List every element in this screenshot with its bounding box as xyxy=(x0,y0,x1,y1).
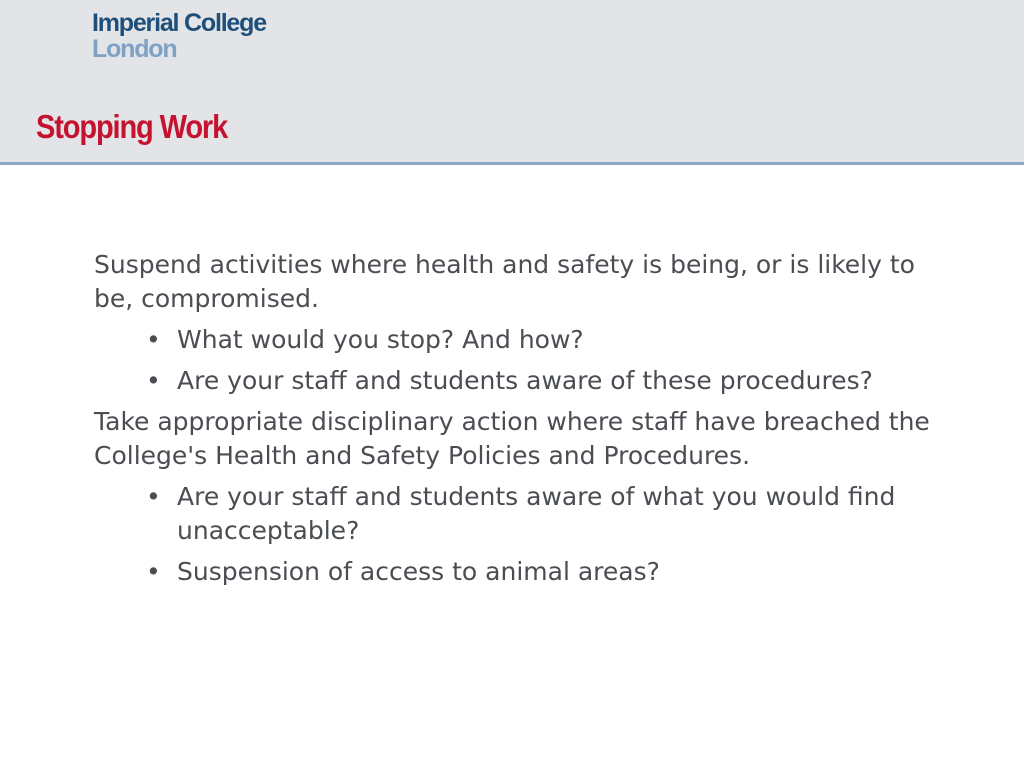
bullet-item xyxy=(94,480,954,548)
logo-line-2: London xyxy=(92,35,177,63)
bullet-item xyxy=(94,364,954,398)
bullet-text: Are your staff and students aware of these procedures? xyxy=(177,366,873,395)
bullet-dot-icon: • xyxy=(146,325,161,354)
bullet-dot-icon: • xyxy=(146,482,161,511)
bullet-list-1 xyxy=(94,323,954,398)
slide-title: Stopping Work xyxy=(36,108,228,145)
bullet-item xyxy=(94,323,954,357)
bullet-dot-icon: • xyxy=(146,366,161,395)
body-paragraph-2: Take appropriate disciplinary action where staff have breached the College's Health and Safety Policies and Procedures. xyxy=(94,407,930,470)
bullet-text: Suspension of access to animal areas? xyxy=(177,557,660,586)
slide-header xyxy=(0,0,1024,165)
bullet-item xyxy=(94,555,954,589)
bullet-dot-icon: • xyxy=(146,557,161,586)
bullet-text: What would you stop? And how? xyxy=(177,325,584,354)
slide-body xyxy=(94,248,954,596)
imperial-college-logo xyxy=(92,10,266,62)
body-paragraph-1: Suspend activities where health and safety is being, or is likely to be, compromised. xyxy=(94,250,915,313)
logo-line-1: Imperial College xyxy=(92,9,266,37)
bullet-text: Are your staff and students aware of what you would find unacceptable? xyxy=(177,482,896,545)
bullet-list-2 xyxy=(94,480,954,589)
